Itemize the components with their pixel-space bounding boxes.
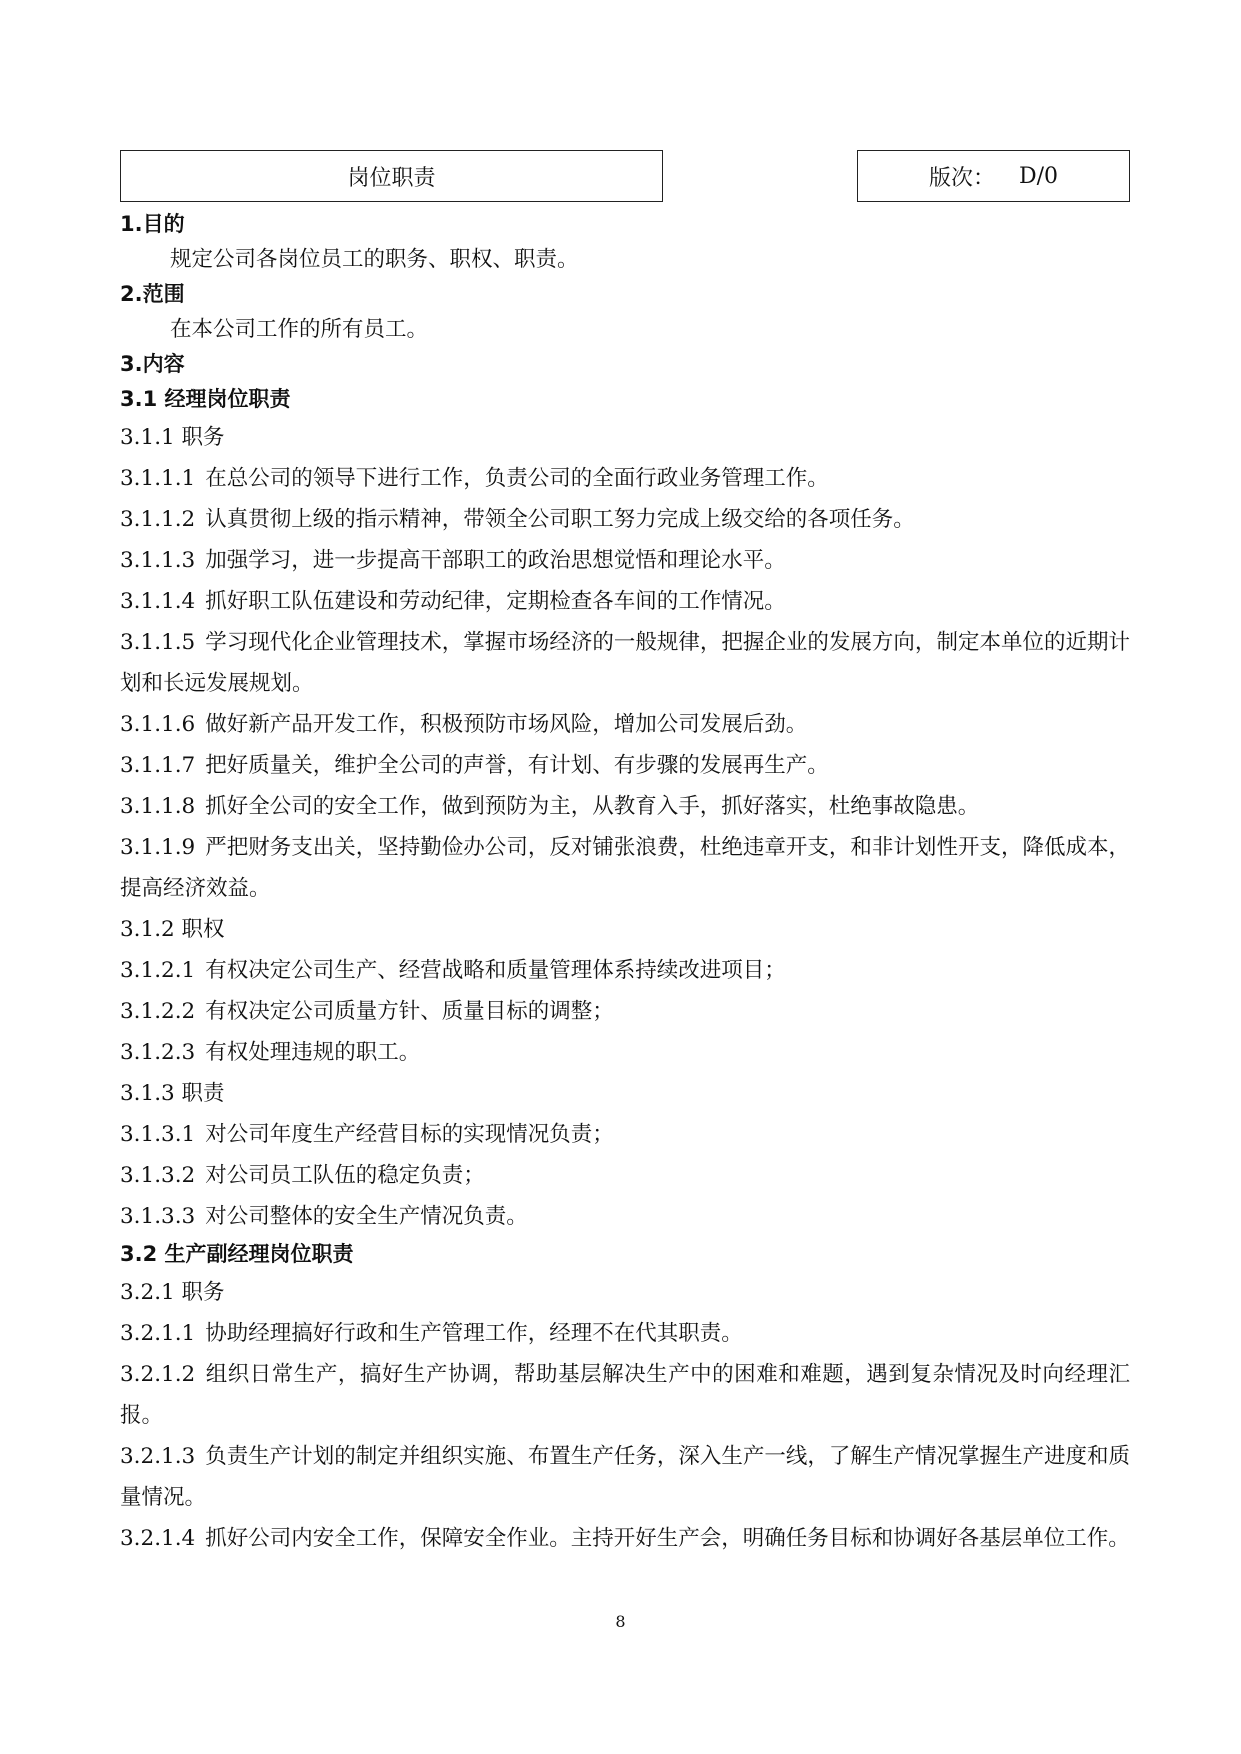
clause-text: 组织日常生产，搞好生产协调，帮助基层解决生产中的困难和难题，遇到复杂情况及时向经理汇报。 xyxy=(120,1362,1130,1428)
section-text: 在本公司工作的所有员工。 xyxy=(170,317,429,342)
clause-number: 3.1.3.2 xyxy=(120,1163,196,1188)
clause-text: 学习现代化企业管理技术，掌握市场经济的一般规律，把握企业的发展方向，制定本单位的近期计划和长远发展规划。 xyxy=(120,630,1130,696)
version-label: 版次： xyxy=(928,165,995,191)
clause-item xyxy=(120,745,1130,786)
clause-text: 抓好职工队伍建设和劳动纪律，定期检查各车间的工作情况。 xyxy=(205,589,786,614)
clause-label: 3.1.3 职责 xyxy=(120,1081,225,1106)
clause-item xyxy=(120,1518,1130,1559)
clause-item xyxy=(120,1032,1130,1073)
clause-number: 3.1.2.2 xyxy=(120,999,196,1024)
clause-item xyxy=(120,1354,1130,1436)
clause-label: 3.2.1 职务 xyxy=(120,1280,225,1305)
clause-number: 3.1.1.1 xyxy=(120,466,196,491)
clause-item xyxy=(120,1155,1130,1196)
subsection-heading: 3.1 经理岗位职责 xyxy=(120,387,291,411)
clause-item xyxy=(120,1436,1130,1518)
clause-item xyxy=(120,827,1130,909)
clause-item xyxy=(120,622,1130,704)
subsection-heading: 3.2 生产副经理岗位职责 xyxy=(120,1242,354,1266)
section-heading: 1.目的 xyxy=(120,212,185,236)
clause-number: 3.1.3.3 xyxy=(120,1204,196,1229)
page-number: 8 xyxy=(615,1612,626,1631)
clause-text: 协助经理搞好行政和生产管理工作，经理不在代其职责。 xyxy=(205,1321,743,1346)
clause-item xyxy=(120,786,1130,827)
clause-number: 3.1.1.8 xyxy=(120,794,196,819)
clause-text: 做好新产品开发工作，积极预防市场风险，增加公司发展后劲。 xyxy=(205,712,808,737)
header-title-cell xyxy=(120,150,663,202)
document-header-table xyxy=(120,150,1130,204)
clause-text: 严把财务支出关，坚持勤俭办公司，反对铺张浪费，杜绝违章开支，和非计划性开支，降低成本，提高经济效益。 xyxy=(120,835,1130,901)
clause-text: 有权决定公司质量方针、质量目标的调整； xyxy=(205,999,614,1024)
clause-number: 3.1.1.7 xyxy=(120,753,196,778)
clause-number: 3.1.2.1 xyxy=(120,958,196,983)
section-heading: 3.内容 xyxy=(120,352,185,376)
clause-text: 有权决定公司生产、经营战略和质量管理体系持续改进项目； xyxy=(205,958,786,983)
clause-number: 3.1.1.2 xyxy=(120,507,196,532)
clause-number: 3.1.1.3 xyxy=(120,548,196,573)
clause-number: 3.2.1.1 xyxy=(120,1321,196,1346)
clause-label: 3.1.2 职权 xyxy=(120,917,225,942)
clause-item xyxy=(120,499,1130,540)
clause-text: 对公司年度生产经营目标的实现情况负责； xyxy=(205,1122,614,1147)
header-version-cell xyxy=(857,150,1130,202)
section-text: 规定公司各岗位员工的职务、职权、职责。 xyxy=(170,247,579,272)
clause-item xyxy=(120,704,1130,745)
clause-number: 3.2.1.3 xyxy=(120,1444,196,1469)
clause-text: 把好质量关，维护全公司的声誉，有计划、有步骤的发展再生产。 xyxy=(205,753,829,778)
clause-item xyxy=(120,1114,1130,1155)
clause-item xyxy=(120,1313,1130,1354)
document-body xyxy=(120,207,1130,1559)
version-value: D/0 xyxy=(1018,163,1059,189)
clause-number: 3.1.1.9 xyxy=(120,835,196,860)
clause-number: 3.2.1.4 xyxy=(120,1526,196,1551)
clause-number: 3.1.1.4 xyxy=(120,589,196,614)
clause-text: 认真贯彻上级的指示精神，带领全公司职工努力完成上级交给的各项任务。 xyxy=(205,507,915,532)
clause-item xyxy=(120,581,1130,622)
clause-text: 负责生产计划的制定并组织实施、布置生产任务，深入生产一线，了解生产情况掌握生产进度和质量情况。 xyxy=(120,1444,1130,1510)
clause-text: 抓好全公司的安全工作，做到预防为主，从教育入手，抓好落实，杜绝事故隐患。 xyxy=(205,794,980,819)
clause-item xyxy=(120,1196,1130,1237)
clause-number: 3.1.2.3 xyxy=(120,1040,196,1065)
clause-number: 3.2.1.2 xyxy=(120,1362,196,1387)
clause-number: 3.1.3.1 xyxy=(120,1122,196,1147)
clause-number: 3.1.1.6 xyxy=(120,712,196,737)
clause-text: 有权处理违规的职工。 xyxy=(205,1040,421,1065)
clause-item xyxy=(120,991,1130,1032)
document-title: 岗位职责 xyxy=(347,165,436,191)
clause-text: 抓好公司内安全工作，保障安全作业。主持开好生产会，明确任务目标和协调好各基层单位工作。 xyxy=(205,1526,1130,1551)
clause-item xyxy=(120,540,1130,581)
section-heading: 2.范围 xyxy=(120,282,185,306)
clause-text: 加强学习，进一步提高干部职工的政治思想觉悟和理论水平。 xyxy=(205,548,786,573)
clause-text: 在总公司的领导下进行工作，负责公司的全面行政业务管理工作。 xyxy=(205,466,829,491)
clause-item xyxy=(120,950,1130,991)
clause-label: 3.1.1 职务 xyxy=(120,425,225,450)
clause-text: 对公司整体的安全生产情况负责。 xyxy=(205,1204,528,1229)
clause-text: 对公司员工队伍的稳定负责； xyxy=(205,1163,485,1188)
clause-number: 3.1.1.5 xyxy=(120,630,196,655)
clause-item xyxy=(120,458,1130,499)
